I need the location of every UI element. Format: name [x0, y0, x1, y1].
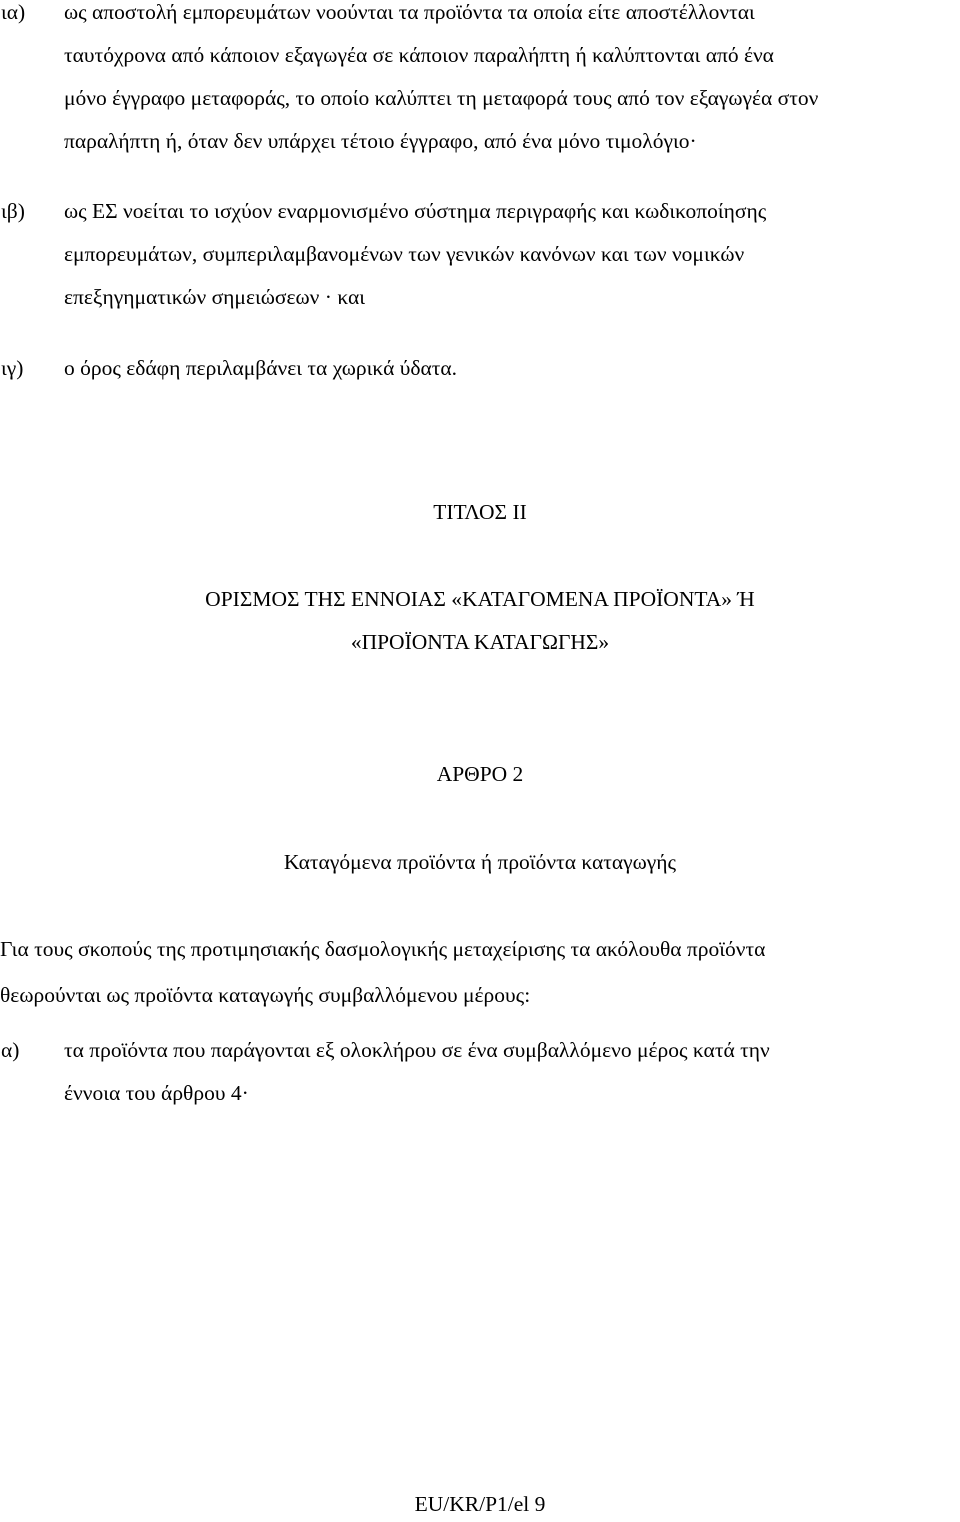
item-text-line: ως ΕΣ νοείται το ισχύον εναρμονισμένο σύστημα περιγραφής και κωδικοποίησης [64, 199, 767, 223]
item-text-line: έννοια του άρθρου 4· [64, 1081, 249, 1105]
item-marker: α) [1, 1038, 20, 1062]
item-text-line: ως αποστολή εμπορευμάτων νοούνται τα προϊόντα τα οποία είτε αποστέλλονται [64, 0, 755, 24]
title-name-line-2: «ΠΡΟΪΟΝΤΑ ΚΑΤΑΓΩΓΗΣ» [350, 630, 610, 654]
item-marker: ιγ) [1, 356, 24, 380]
article-heading: Καταγόμενα προϊόντα ή προϊόντα καταγωγής [283, 850, 677, 874]
article-number: ΑΡΘΡΟ 2 [436, 762, 524, 786]
page-reference-footer: EU/KR/P1/el 9 [414, 1492, 546, 1516]
item-marker: ιβ) [1, 199, 25, 223]
item-marker: ια) [1, 0, 26, 24]
article-intro-line: θεωρούνται ως προϊόντα καταγωγής συμβαλλόμενου μέρους: [0, 983, 531, 1007]
item-text-line: τα προϊόντα που παράγονται εξ ολοκλήρου σε ένα συμβαλλόμενο μέρος κατά την [64, 1038, 770, 1062]
title-number: ΤΙΤΛΟΣ ΙΙ [433, 500, 527, 524]
item-text-line: μόνο έγγραφο μεταφοράς, το οποίο καλύπτει τη μεταφορά τους από τον εξαγωγέα στον [64, 86, 819, 110]
item-text-line: παραλήπτη ή, όταν δεν υπάρχει τέτοιο έγγραφο, από ένα μόνο τιμολόγιο· [64, 129, 697, 153]
item-text-line: ο όρος εδάφη περιλαμβάνει τα χωρικά ύδατα. [64, 356, 458, 380]
item-text-line: εμπορευμάτων, συμπεριλαμβανομένων των γενικών κανόνων και των νομικών [64, 242, 745, 266]
item-text-line: επεξηγηματικών σημειώσεων · και [64, 285, 366, 309]
article-intro-line: Για τους σκοπούς της προτιμησιακής δασμολογικής μεταχείρισης τα ακόλουθα προϊόντα [0, 937, 766, 961]
item-text-line: ταυτόχρονα από κάποιον εξαγωγέα σε κάποιον παραλήπτη ή καλύπτονται από ένα [64, 43, 774, 67]
title-name-line-1: ΟΡΙΣΜΟΣ ΤΗΣ ΕΝΝΟΙΑΣ «ΚΑΤΑΓΟΜΕΝΑ ΠΡΟΪΟΝΤΑ» Ή [205, 587, 755, 611]
